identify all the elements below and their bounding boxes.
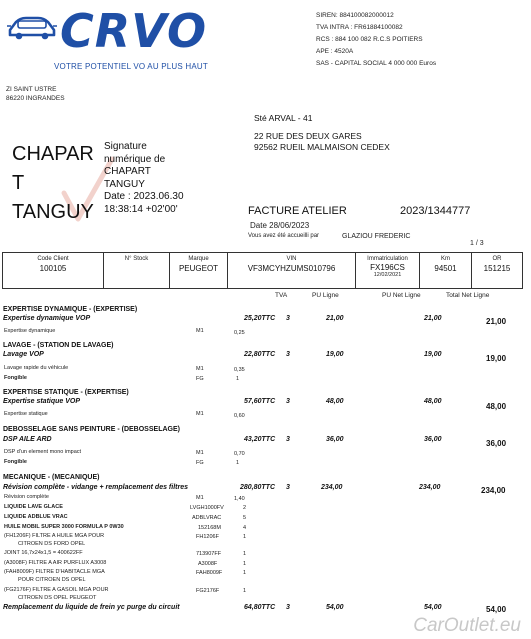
client-street: 22 RUE DES DEUX GARES xyxy=(254,131,362,141)
header-label: N° Stock xyxy=(124,256,149,262)
section-title: DEBOSSELAGE SANS PEINTURE - (DEBOSSELAGE) xyxy=(3,426,180,433)
invoice-welcome-name: GLAZIOU FREDERIC xyxy=(342,233,411,240)
company-ape: APE : 4520A xyxy=(316,48,354,55)
line-total: 19,00 xyxy=(486,354,507,363)
item-qty: 1 xyxy=(243,534,247,540)
item-code: 152168M xyxy=(198,525,221,531)
item-qty: 1 xyxy=(243,551,247,557)
item-label: Lavage rapide du véhicule xyxy=(4,365,69,371)
sender-address-line: 86220 INGRANDES xyxy=(6,95,65,102)
header-label: Marque xyxy=(188,256,209,262)
item-code: M1 xyxy=(196,450,204,456)
signature-detail-line: Date : 2023.06.30 xyxy=(104,191,184,202)
line-pu-net: 48,00 xyxy=(424,398,442,405)
item-label-continued: CITROEN DS FORD OPEL xyxy=(18,541,86,547)
item-code: FG xyxy=(196,460,204,466)
item-code: 713907FF xyxy=(196,551,222,557)
watermark-logo: CarOutlet.eu xyxy=(413,615,521,636)
company-rcs: RCS : 884 100 082 R.C.S POITIERS xyxy=(316,36,423,43)
item-label: HUILE MOBIL SUPER 3000 FORMULA P 0W30 xyxy=(4,524,124,530)
line-description: Lavage VOP xyxy=(3,351,44,358)
item-label: (A3008F) FILTRE A AIR PURFLUX A3008 xyxy=(4,560,107,566)
header-value: VF3MCYHZUMS010796 xyxy=(247,264,336,273)
item-label: (FH1206F) FILTRE A HUILE MGA POUR xyxy=(4,533,105,539)
header-cell-km xyxy=(419,253,471,288)
signature-detail-line: 18:38:14 +02'00' xyxy=(104,203,178,215)
line-description: Révision complète - vidange + remplacement des filtres xyxy=(3,484,188,491)
header-cell-client-code xyxy=(3,253,103,288)
item-label: Révision complète xyxy=(4,494,49,500)
car-logo-icon xyxy=(6,12,58,40)
item-qty: 1 xyxy=(243,570,247,576)
page-number: 1 / 3 xyxy=(470,240,484,247)
item-label: Expertise statique xyxy=(4,411,48,417)
item-code: M1 xyxy=(196,411,204,417)
line-tva: 3 xyxy=(286,351,290,358)
signature-detail-line: TANGUY xyxy=(104,178,145,190)
invoice-date: Date 28/06/2023 xyxy=(250,221,310,230)
item-label-continued: CITROEN DS OPEL PEUGEOT xyxy=(18,595,97,601)
line-total: 21,00 xyxy=(486,317,507,326)
section-title: EXPERTISE DYNAMIQUE - (EXPERTISE) xyxy=(3,306,138,313)
company-capital: SAS - CAPITAL SOCIAL 4 000 000 Euros xyxy=(316,60,437,67)
item-label: Expertise dynamique xyxy=(4,328,56,334)
line-tva: 3 xyxy=(286,604,290,611)
section-title: EXPERTISE STATIQUE - (EXPERTISE) xyxy=(3,389,129,396)
line-description: Expertise dynamique VOP xyxy=(3,315,91,322)
header-label: VIN xyxy=(286,256,297,262)
item-code: M1 xyxy=(196,328,204,334)
invoice-welcome-label: Vous avez été accueilli par xyxy=(248,233,320,239)
item-qty: 1 xyxy=(243,588,247,594)
item-label: DSP d'un element mono impact xyxy=(4,449,82,455)
item-code: LVGH1000FV xyxy=(190,505,224,511)
item-label-continued: POUR CITROEN DS OPEL xyxy=(18,577,86,583)
item-code: A3008F xyxy=(198,561,218,567)
line-description: Remplacement du liquide de frein yc purge du circuit xyxy=(3,604,180,611)
line-total: 48,00 xyxy=(486,402,507,411)
line-price-ttc: 25,20TTC xyxy=(244,315,276,322)
item-code: ADBLVRAC xyxy=(192,515,222,521)
line-pu: 36,00 xyxy=(326,436,344,443)
line-pu-net: 54,00 xyxy=(424,604,442,611)
line-price-ttc: 64,80TTC xyxy=(244,604,276,611)
line-tva: 3 xyxy=(286,315,290,322)
invoice-title: FACTURE ATELIER xyxy=(248,205,347,217)
header-value: PEUGEOT xyxy=(178,264,219,273)
signature-name-line: TANGUY xyxy=(12,201,94,223)
signature-name-line: T xyxy=(12,172,25,194)
header-label: Code Client xyxy=(37,256,69,262)
item-qty: 2 xyxy=(243,505,247,511)
signature-name-block xyxy=(12,140,94,227)
column-header-pu: PU Ligne xyxy=(312,292,339,299)
line-pu-net: 36,00 xyxy=(424,436,442,443)
item-qty: 1,40 xyxy=(234,496,245,502)
header-value: FX196CS xyxy=(370,263,405,272)
header-value: 94501 xyxy=(434,264,457,273)
item-code: M1 xyxy=(196,366,204,372)
line-price-ttc: 57,60TTC xyxy=(244,398,276,405)
line-tva: 3 xyxy=(286,398,290,405)
header-value: 151215 xyxy=(483,264,511,273)
header-cell-or xyxy=(471,253,522,288)
item-qty: 0,60 xyxy=(234,413,245,419)
column-header-pu-net: PU Net Ligne xyxy=(382,292,421,299)
company-tva: TVA INTRA : FR61884100082 xyxy=(316,24,403,31)
section-title: LAVAGE - (STATION DE LAVAGE) xyxy=(3,342,114,349)
line-description: Expertise statique VOP xyxy=(3,398,81,405)
column-header-tva: TVA xyxy=(275,292,288,299)
signature-detail-line: numérique de xyxy=(104,153,166,165)
line-price-ttc: 43,20TTC xyxy=(244,436,276,443)
invoice-number: 2023/1344777 xyxy=(400,205,471,217)
line-pu-net: 21,00 xyxy=(424,315,442,322)
item-qty: 4 xyxy=(243,525,247,531)
item-qty: 1 xyxy=(236,460,240,466)
header-value: 100105 xyxy=(39,264,67,273)
line-pu-net: 234,00 xyxy=(419,484,441,491)
item-code: FAH8009F xyxy=(196,570,223,576)
brand-logo: CRVO xyxy=(60,4,208,58)
header-label: OR xyxy=(492,256,502,262)
item-label: Fongible xyxy=(4,459,27,465)
line-tva: 3 xyxy=(286,484,290,491)
item-code: FG xyxy=(196,376,204,382)
item-label: Fongible xyxy=(4,375,27,381)
item-qty: 5 xyxy=(243,515,247,521)
header-cell-stock xyxy=(103,253,169,288)
line-price-ttc: 22,80TTC xyxy=(244,351,276,358)
signature-detail-line: CHAPART xyxy=(104,166,151,177)
item-qty: 1 xyxy=(243,561,247,567)
column-header-total: Total Net Ligne xyxy=(446,292,490,299)
line-tva: 3 xyxy=(286,436,290,443)
item-qty: 0,35 xyxy=(234,367,245,373)
item-qty: 0,70 xyxy=(234,451,245,457)
brand-tagline: VOTRE POTENTIEL VO AU PLUS HAUT xyxy=(54,62,208,71)
item-code: M1 xyxy=(196,495,204,501)
line-total: 234,00 xyxy=(481,486,506,495)
line-description: DSP AILE ARD xyxy=(3,436,52,443)
item-label: JOINT 16,7x24x1,5 = 400622FF xyxy=(4,550,83,556)
item-code: FG2176F xyxy=(196,588,220,594)
line-pu-net: 19,00 xyxy=(424,351,442,358)
line-pu: 21,00 xyxy=(326,315,344,322)
header-cell-brand xyxy=(169,253,227,288)
item-qty: 1 xyxy=(236,376,240,382)
line-pu: 19,00 xyxy=(326,351,344,358)
item-label: LIQUIDE ADBLUE VRAC xyxy=(4,514,68,520)
signature-name-line: CHAPAR xyxy=(12,143,94,165)
item-label: (FG2176F) FILTRE A GASOIL MGA POUR xyxy=(4,587,109,593)
item-label: LIQUIDE LAVE GLACE xyxy=(4,504,63,510)
line-price-ttc: 280,80TTC xyxy=(240,484,276,491)
line-pu: 48,00 xyxy=(326,398,344,405)
header-subvalue: 12/02/2021 xyxy=(373,272,402,278)
company-siren: SIREN: 884100082000012 xyxy=(316,12,394,19)
signature-detail-line: Signature xyxy=(104,141,147,152)
client-city: 92562 RUEIL MALMAISON CEDEX xyxy=(254,142,390,152)
line-total: 36,00 xyxy=(486,439,507,448)
line-total: 54,00 xyxy=(486,605,507,614)
client-name: Sté ARVAL - 41 xyxy=(254,113,313,123)
header-label: Km xyxy=(441,256,450,262)
line-pu: 234,00 xyxy=(321,484,343,491)
sender-address-line: ZI SAINT USTRE xyxy=(6,86,57,93)
signature-details xyxy=(104,141,184,216)
item-qty: 0,25 xyxy=(234,330,245,336)
item-code: FH1206F xyxy=(196,534,219,540)
item-label: (FAH8009F) FILTRE D'HABITACLE MGA xyxy=(4,569,105,575)
header-cell-vin xyxy=(227,253,355,288)
line-pu: 54,00 xyxy=(326,604,344,611)
section-title: MECANIQUE - (MECANIQUE) xyxy=(3,474,100,481)
vehicle-header-table xyxy=(2,252,523,289)
header-label: Immatriculation xyxy=(367,256,408,262)
header-cell-registration xyxy=(355,253,419,288)
